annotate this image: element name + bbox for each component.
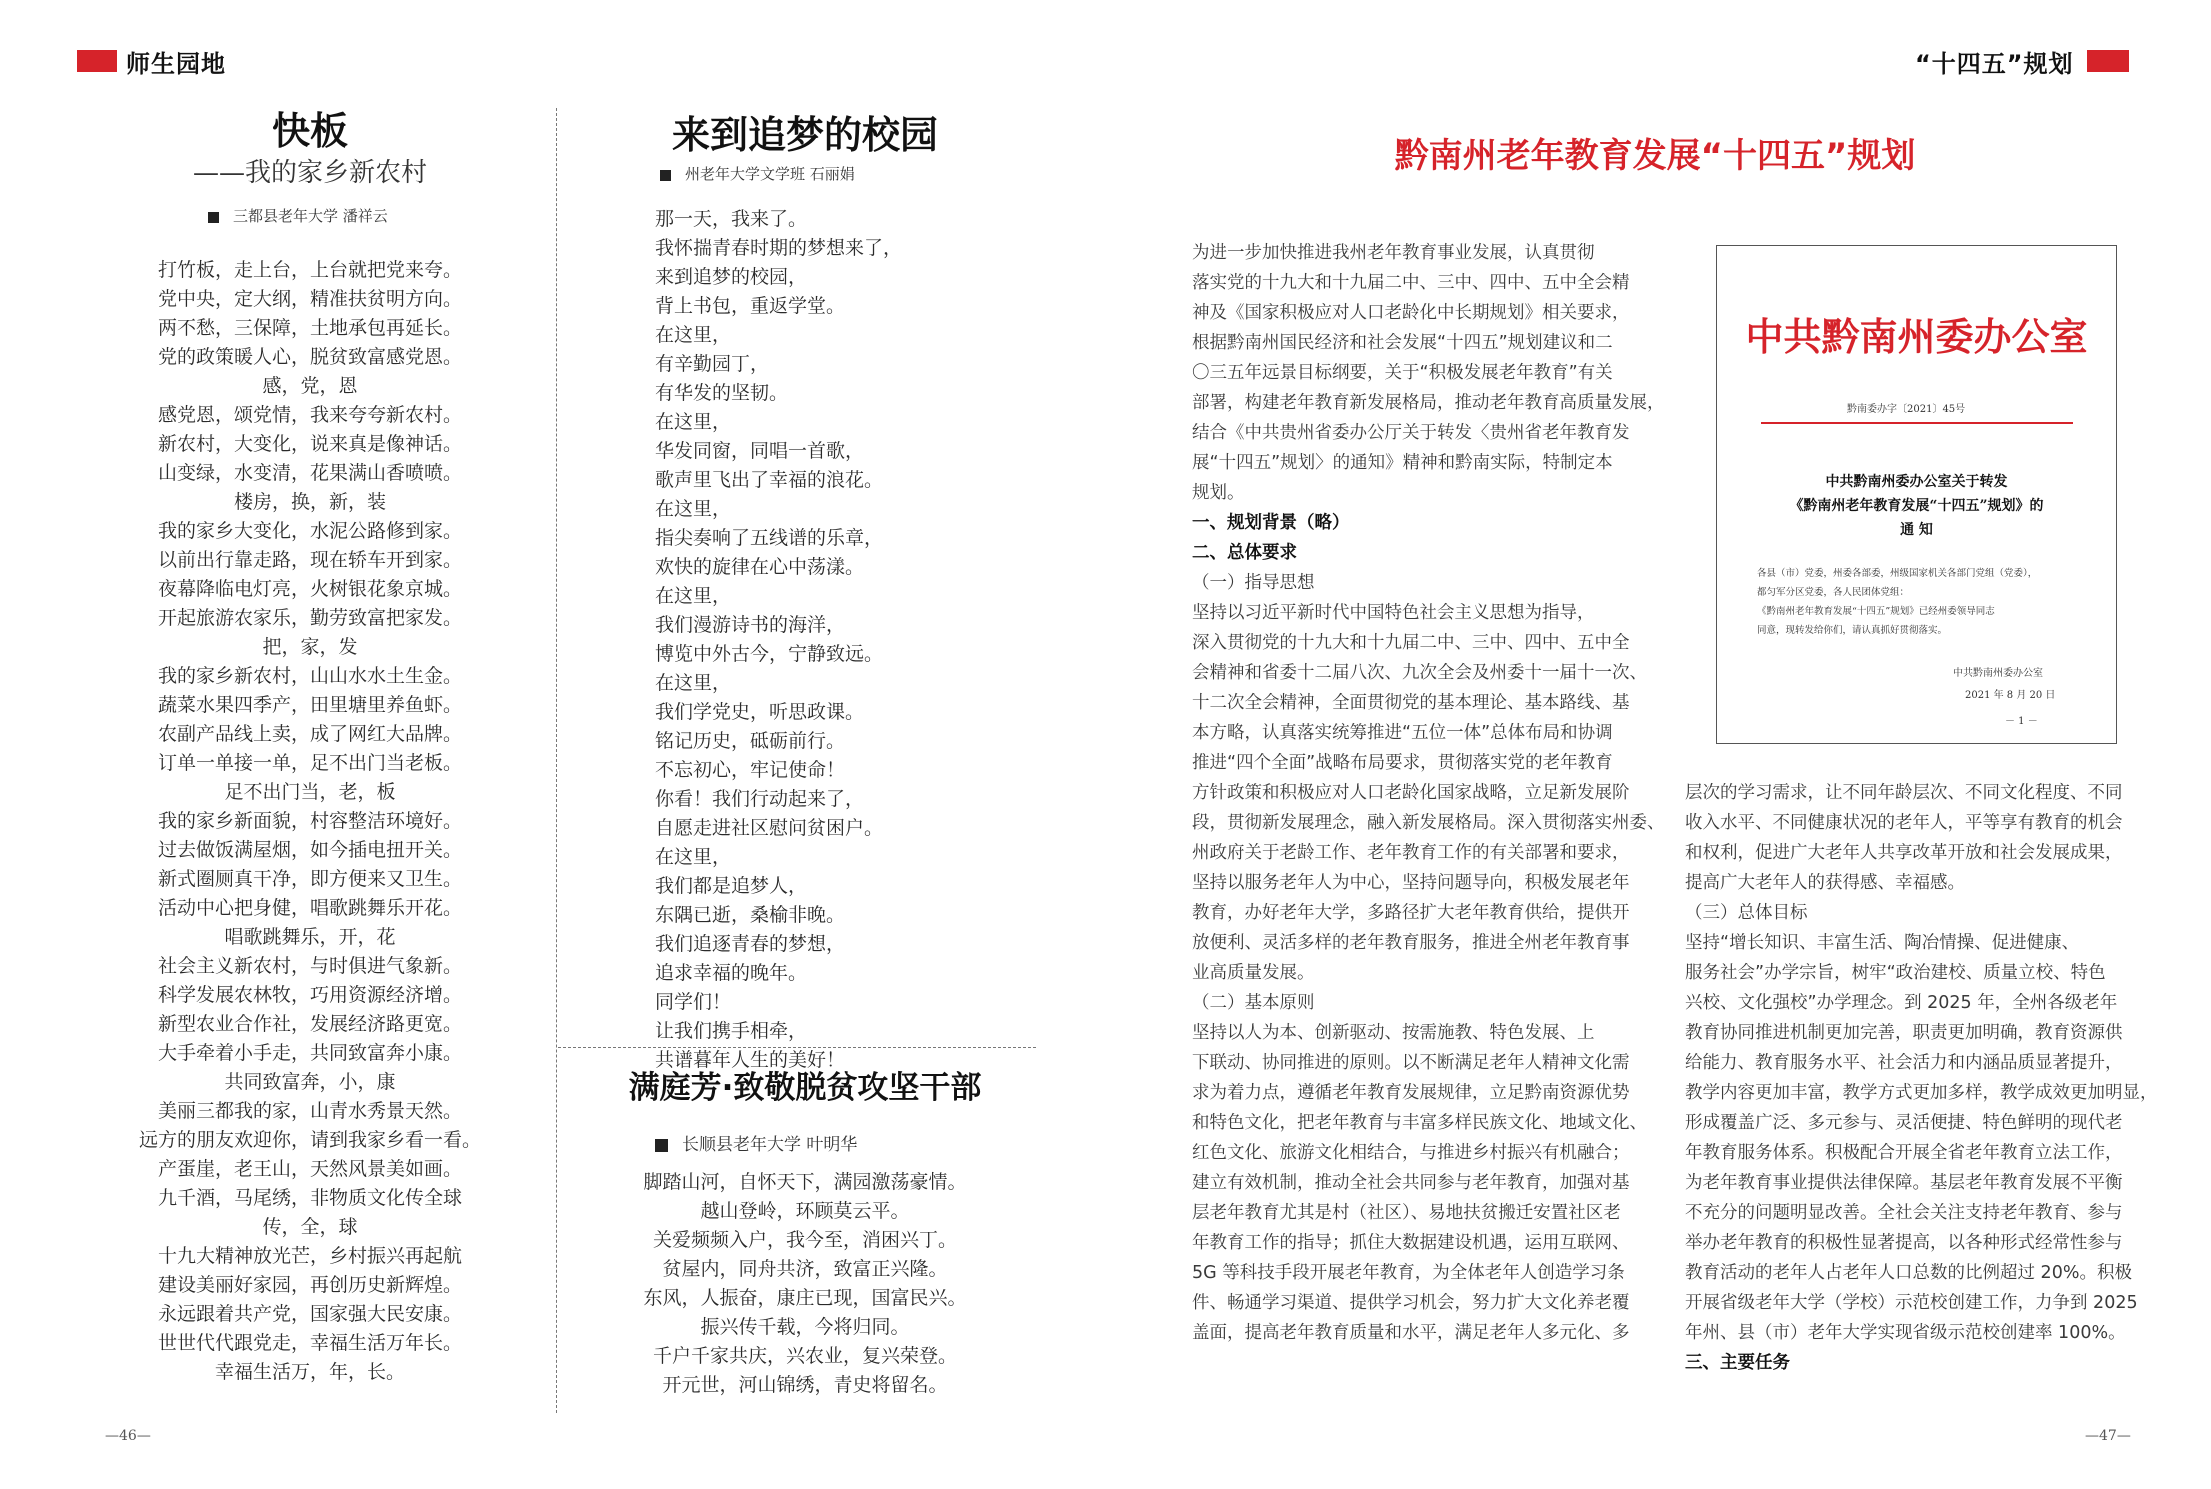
document-number: 黔南委办字〔2021〕45号	[1847, 404, 1966, 415]
poem-line: 东隅已逝，桑榆非晚。	[655, 904, 846, 926]
body-line: 方针政策和积极应对人口老龄化国家战略，立足新发展阶	[1192, 783, 1630, 803]
poem-line: 党的政策暖人心，脱贫致富感党恩。	[157, 346, 462, 368]
poem-line: 党中央，定大纲，精准扶贫明方向。	[157, 288, 462, 310]
body-line: 神及《国家积极应对人口老龄化中长期规划》相关要求，	[1192, 303, 1630, 323]
body-line: 建立有效机制，推动全社会共同参与老年教育，加强对基	[1192, 1173, 1630, 1193]
article2-byline-text: 州老年大学文学班 石丽娟	[685, 165, 855, 183]
poem-line: 蔬菜水果四季产，田里塘里养鱼虾。	[157, 694, 462, 716]
poem-line: 产蛋崖，老王山，天然风景美如画。	[157, 1158, 462, 1180]
page-number-left: —46—	[105, 1428, 151, 1444]
poem-line: 我们漫游诗书的海洋，	[655, 614, 846, 636]
poem-line: 夜幕降临电灯亮，火树银花象京城。	[157, 578, 462, 600]
poem-line: 感，党，恩	[262, 375, 358, 397]
body-line: 服务社会”办学宗旨，树牢“政治建校、质量立校、特色	[1685, 963, 2106, 983]
body-line: 求为着力点，遵循老年教育发展规律，立足黔南资源优势	[1192, 1083, 1630, 1103]
body-line: 和特色文化，把老年教育与丰富多样民族文化、地域文化、	[1192, 1113, 1647, 1133]
body-line: 坚持以人为本、创新驱动、按需施教、特色发展、上	[1192, 1023, 1595, 1043]
body-line: 坚持“增长知识、丰富生活、陶冶情操、促进健康、	[1685, 933, 2080, 953]
body-line: 年教育工作的指导；抓住大数据建设机遇，运用互联网、	[1192, 1233, 1630, 1253]
article1-subtitle: ——我的家乡新农村	[192, 158, 427, 188]
body-line: 本方略，认真落实统筹推进“五位一体”总体布局和协调	[1192, 723, 1613, 743]
body-line: 为进一步加快推进我州老年教育事业发展，认真贯彻	[1192, 243, 1595, 263]
article3-poem	[570, 1168, 1040, 1400]
article4-body-right	[1685, 778, 2160, 1378]
body-line: 盖面，提高老年教育质量和水平，满足老年人多元化、多	[1192, 1323, 1630, 1343]
article2-title: 来到追梦的校园	[671, 113, 938, 157]
document-body-line: 同意，现转发给你们，请认真抓好贯彻落实。	[1757, 625, 1948, 636]
poem-line: 开起旅游农家乐，勤劳致富把家发。	[157, 607, 462, 629]
poem-line: 不忘初心，牢记使命！	[655, 759, 846, 781]
poem-line: 活动中心把身健，唱歌跳舞乐开花。	[157, 897, 462, 919]
body-line: 深入贯彻党的十九大和十九届二中、三中、四中、五中全	[1192, 633, 1630, 653]
document-body-line: 各县（市）党委，州委各部委，州级国家机关各部门党组（党委），	[1757, 568, 2038, 579]
document-heading-line: 《黔南州老年教育发展“十四五”规划》的	[1789, 498, 2044, 514]
document-red-rule	[1761, 422, 2073, 424]
body-line: 举办老年教育的积极性显著提高，以各种形式经常性参与	[1685, 1233, 2123, 1253]
poem-line: 千户千家共庆，兴农业，复兴荣登。	[652, 1345, 957, 1367]
poem-line: 远方的朋友欢迎你，请到我家乡看一看。	[138, 1129, 481, 1151]
body-line: 层老年教育尤其是村（社区）、易地扶贫搬迁安置社区老	[1192, 1203, 1621, 1223]
document-heading	[1737, 470, 2096, 542]
poem-line: 你看！我们行动起来了，	[655, 788, 865, 810]
article3-byline-text: 长顺县老年大学 叶明华	[682, 1135, 858, 1155]
poem-line: 脚踏山河，自怀天下，满园激荡豪情。	[643, 1171, 967, 1193]
body-line: 教学内容更加丰富，教学方式更加多样，教学成效更加明显，	[1685, 1083, 2158, 1103]
body-line: 落实党的十九大和十九届二中、三中、四中、五中全会精	[1192, 273, 1630, 293]
poem-line: 以前出行靠走路，现在轿车开到家。	[157, 549, 462, 571]
poem-line: 我的家乡新农村，山山水水土生金。	[157, 665, 462, 687]
document-body	[1757, 564, 2097, 640]
poem-line: 在这里，	[655, 411, 732, 433]
poem-line: 来到追梦的校园，	[655, 266, 808, 288]
article4-body-left	[1192, 238, 1672, 1348]
poem-line: 足不出门当，老，板	[224, 781, 396, 803]
body-line: 收入水平、不同健康状况的老年人，平等享有教育的机会	[1685, 813, 2123, 833]
poem-line: 美丽三都我的家，山青水秀景天然。	[157, 1100, 462, 1122]
body-line: 业高质量发展。	[1192, 963, 1315, 983]
poem-line: 大手牵着小手走，共同致富奔小康。	[157, 1042, 462, 1064]
poem-line: 追求幸福的晚年。	[655, 962, 808, 984]
body-line: 兴校、文化强校”办学理念。到 2025 年，全州各级老年	[1685, 993, 2118, 1013]
body-line: （三）总体目标	[1685, 903, 1808, 923]
poem-line: 我的家乡大变化，水泥公路修到家。	[157, 520, 462, 542]
poem-line: 歌声里飞出了幸福的浪花。	[655, 469, 884, 491]
poem-line: 唱歌跳舞乐，开，花	[224, 926, 396, 948]
article3-byline	[655, 1130, 857, 1155]
body-line: 部署，构建老年教育新发展格局，推动老年教育高质量发展，	[1192, 393, 1665, 413]
poem-line: 东风，人振奋，康庄已现，国富民兴。	[643, 1287, 967, 1309]
document-date: 2021 年 8 月 20 日	[1965, 690, 2056, 701]
article1-poem	[70, 256, 550, 1387]
poem-line: 新式圈厕真干净，即方便来又卫生。	[157, 868, 462, 890]
body-line: 坚持以服务老年人为中心，坚持问题导向，积极发展老年	[1192, 873, 1630, 893]
poem-line: 十九大精神放光芒，乡村振兴再起航	[157, 1245, 462, 1267]
body-line: 提高广大老年人的获得感、幸福感。	[1685, 873, 1965, 893]
poem-line: 科学发展农林牧，巧用资源经济增。	[157, 984, 462, 1006]
body-line: 年州、县（市）老年大学实现省级示范校创建率 100%。	[1685, 1323, 2126, 1343]
poem-line: 山变绿，水变清，花果满山香喷喷。	[157, 462, 462, 484]
document-page: － 1 －	[2005, 716, 2038, 727]
poem-line: 共谱暮年人生的美好！	[655, 1049, 846, 1071]
body-line: 下联动、协同推进的原则。以不断满足老年人精神文化需	[1192, 1053, 1630, 1073]
body-line: 开展省级老年大学（学校）示范校创建工作，力争到 2025	[1685, 1293, 2138, 1313]
document-body-line: 都匀军分区党委，各人民团体党组：	[1757, 587, 1910, 598]
poem-line: 背上书包，重返学堂。	[655, 295, 846, 317]
poem-line: 我怀揣青春时期的梦想来了，	[655, 237, 903, 259]
body-line: 层次的学习需求，让不同年龄层次、不同文化程度、不同	[1685, 783, 2123, 803]
poem-line: 振兴传千载，今将归同。	[700, 1316, 910, 1338]
page-number-right: —47—	[2085, 1428, 2131, 1444]
body-line: （一）指导思想	[1192, 573, 1315, 593]
body-line: 坚持以习近平新时代中国特色社会主义思想为指导，	[1192, 603, 1595, 623]
body-line: 州政府关于老龄工作、老年教育工作的有关部署和要求，	[1192, 843, 1630, 863]
article1-title: 快板	[271, 109, 348, 153]
poem-line: 自愿走进社区慰问贫困户。	[655, 817, 884, 839]
poem-line: 我们追逐青春的梦想，	[655, 933, 846, 955]
poem-line: 永远跟着共产党，国家强大民安康。	[157, 1303, 462, 1325]
poem-line: 共同致富奔，小，康	[224, 1071, 396, 1093]
body-line: 十二次全会精神，全面贯彻党的基本理论、基本路线、基	[1192, 693, 1630, 713]
poem-line: 感党恩，颂党情，我来夸夸新农村。	[157, 404, 462, 426]
body-line: （二）基本原则	[1192, 993, 1315, 1013]
poem-line: 越山登岭，环顾莫云平。	[700, 1200, 910, 1222]
poem-line: 我们都是追梦人，	[655, 875, 808, 897]
body-line: 一、规划背景（略）	[1192, 513, 1350, 533]
section-label-left: 师生园地	[126, 50, 226, 78]
poem-line: 打竹板，走上台，上台就把党来夸。	[157, 259, 462, 281]
poem-line: 在这里，	[655, 585, 732, 607]
byline-square-icon	[660, 170, 671, 181]
poem-line: 在这里，	[655, 498, 732, 520]
poem-line: 传，全，球	[262, 1216, 358, 1238]
poem-line: 华发同窗，同唱一首歌，	[655, 440, 865, 462]
body-line: 5G 等科技手段开展老年教育，为全体老年人创造学习条	[1192, 1263, 1625, 1283]
poem-line: 世世代代跟党走，幸福生活万年长。	[157, 1332, 462, 1354]
body-line: 二、总体要求	[1192, 543, 1297, 563]
document-heading-line: 通 知	[1900, 522, 1933, 538]
body-line: 教育，办好老年大学，多路径扩大老年教育供给，提供开	[1192, 903, 1630, 923]
body-line: 规划。	[1192, 483, 1245, 503]
poem-line: 同学们！	[655, 991, 732, 1013]
body-line: 〇三五年远景目标纲要，关于“积极发展老年教育”有关	[1192, 363, 1613, 383]
article1-byline	[208, 205, 388, 226]
poem-line: 建设美丽好家园，再创历史新辉煌。	[157, 1274, 462, 1296]
body-line: 放便利、灵活多样的老年教育服务，推进全州老年教育事	[1192, 933, 1630, 953]
document-heading-line: 中共黔南州委办公室关于转发	[1825, 474, 2008, 490]
body-line: 推进“四个全面”战略布局要求，贯彻落实党的老年教育	[1192, 753, 1613, 773]
poem-line: 博览中外古今，宁静致远。	[655, 643, 884, 665]
poem-line: 九千酒，马尾绣，非物质文化传全球	[157, 1187, 462, 1209]
document-issuer: 中共黔南州委办公室	[1745, 314, 2088, 359]
body-line: 年教育服务体系。积极配合开展全省老年教育立法工作，	[1685, 1143, 2123, 1163]
poem-line: 铭记历史，砥砺前行。	[655, 730, 846, 752]
body-line: 展“十四五”规划〉的通知》精神和黔南实际，特制定本	[1192, 453, 1613, 473]
body-line: 和权利，促进广大老年人共享改革开放和社会发展成果，	[1685, 843, 2123, 863]
document-body-line: 《黔南州老年教育发展“十四五”规划》已经州委领导同志	[1757, 606, 1995, 617]
poem-line: 在这里，	[655, 672, 732, 694]
poem-line: 新农村，大变化，说来真是像神话。	[157, 433, 462, 455]
body-line: 会精神和省委十二届八次、九次全会及州委十一届十一次、	[1192, 663, 1647, 683]
poem-line: 新型农业合作社，发展经济路更宽。	[157, 1013, 462, 1035]
article2-poem	[655, 205, 1035, 1075]
poem-line: 在这里，	[655, 324, 732, 346]
poem-line: 社会主义新农村，与时俱进气象新。	[157, 955, 462, 977]
section-label-right: “十四五”规划	[1915, 50, 2074, 78]
article1-byline-text: 三都县老年大学 潘祥云	[233, 207, 388, 225]
poem-line: 贫屋内，同舟共济，致富正兴隆。	[662, 1258, 948, 1280]
article3-title: 满庭芳·致敬脱贫攻坚干部	[628, 1070, 982, 1106]
header-right-bar	[2087, 50, 2129, 72]
body-line: 教育协同推进机制更加完善，职责更加明确，教育资源供	[1685, 1023, 2123, 1043]
poem-line: 我们学党史，听思政课。	[655, 701, 865, 723]
poem-line: 楼房，换，新，装	[233, 491, 386, 513]
poem-line: 让我们携手相牵，	[655, 1020, 808, 1042]
poem-line: 有华发的坚韧。	[655, 382, 789, 404]
poem-line: 关爱频频入户，我今至，消困兴丁。	[652, 1229, 957, 1251]
poem-line: 过去做饭满屋烟，如今插电扭开关。	[157, 839, 462, 861]
poem-line: 开元世，河山锦绣，青史将留名。	[662, 1374, 948, 1396]
body-line: 段，贯彻新发展理念，融入新发展格局。深入贯彻落实州委、	[1192, 813, 1665, 833]
poem-line: 指尖奏响了五线谱的乐章，	[655, 527, 884, 549]
document-signature: 中共黔南州委办公室	[1953, 668, 2043, 679]
body-line: 为老年教育事业提供法律保障。基层老年教育发展不平衡	[1685, 1173, 2123, 1193]
body-line: 不充分的问题明显改善。全社会关注支持老年教育、参与	[1685, 1203, 2123, 1223]
byline-square-icon	[655, 1139, 668, 1152]
poem-line: 欢快的旋律在心中荡漾。	[655, 556, 865, 578]
article2-byline	[660, 163, 855, 184]
header-left-bar	[77, 50, 117, 72]
poem-line: 幸福生活万，年，长。	[214, 1361, 405, 1383]
poem-line: 农副产品线上卖，成了网红大品牌。	[157, 723, 462, 745]
body-line: 件、畅通学习渠道、提供学习机会，努力扩大文化养老覆	[1192, 1293, 1630, 1313]
body-line: 结合《中共贵州省委办公厅关于转发〈贵州省老年教育发	[1192, 423, 1630, 443]
poem-line: 把，家，发	[262, 636, 358, 658]
body-line: 给能力、教育服务水平、社会活力和内涵品质显著提升，	[1685, 1053, 2123, 1073]
body-line: 三、主要任务	[1685, 1353, 1790, 1373]
poem-line: 在这里，	[655, 846, 732, 868]
body-line: 红色文化、旅游文化相结合，与推进乡村振兴有机融合；	[1192, 1143, 1630, 1163]
body-line: 教育活动的老年人占老年人口总数的比例超过 20%。积极	[1685, 1263, 2132, 1283]
body-line: 根据黔南州国民经济和社会发展“十四五”规划建议和二	[1192, 333, 1613, 353]
notice-document-image	[1716, 245, 2117, 744]
poem-line: 我的家乡新面貌，村容整洁环境好。	[157, 810, 462, 832]
poem-line: 那一天，我来了。	[655, 208, 808, 230]
byline-square-icon	[208, 212, 219, 223]
poem-line: 两不愁，三保障，土地承包再延长。	[157, 317, 462, 339]
column-divider	[556, 108, 557, 1413]
poem-line: 有辛勤园丁，	[655, 353, 770, 375]
article4-title: 黔南州老年教育发展“十四五”规划	[1394, 136, 1916, 176]
poem-line: 订单一单接一单，足不出门当老板。	[157, 752, 462, 774]
body-line: 形成覆盖广泛、多元参与、灵活便捷、特色鲜明的现代老	[1685, 1113, 2123, 1133]
